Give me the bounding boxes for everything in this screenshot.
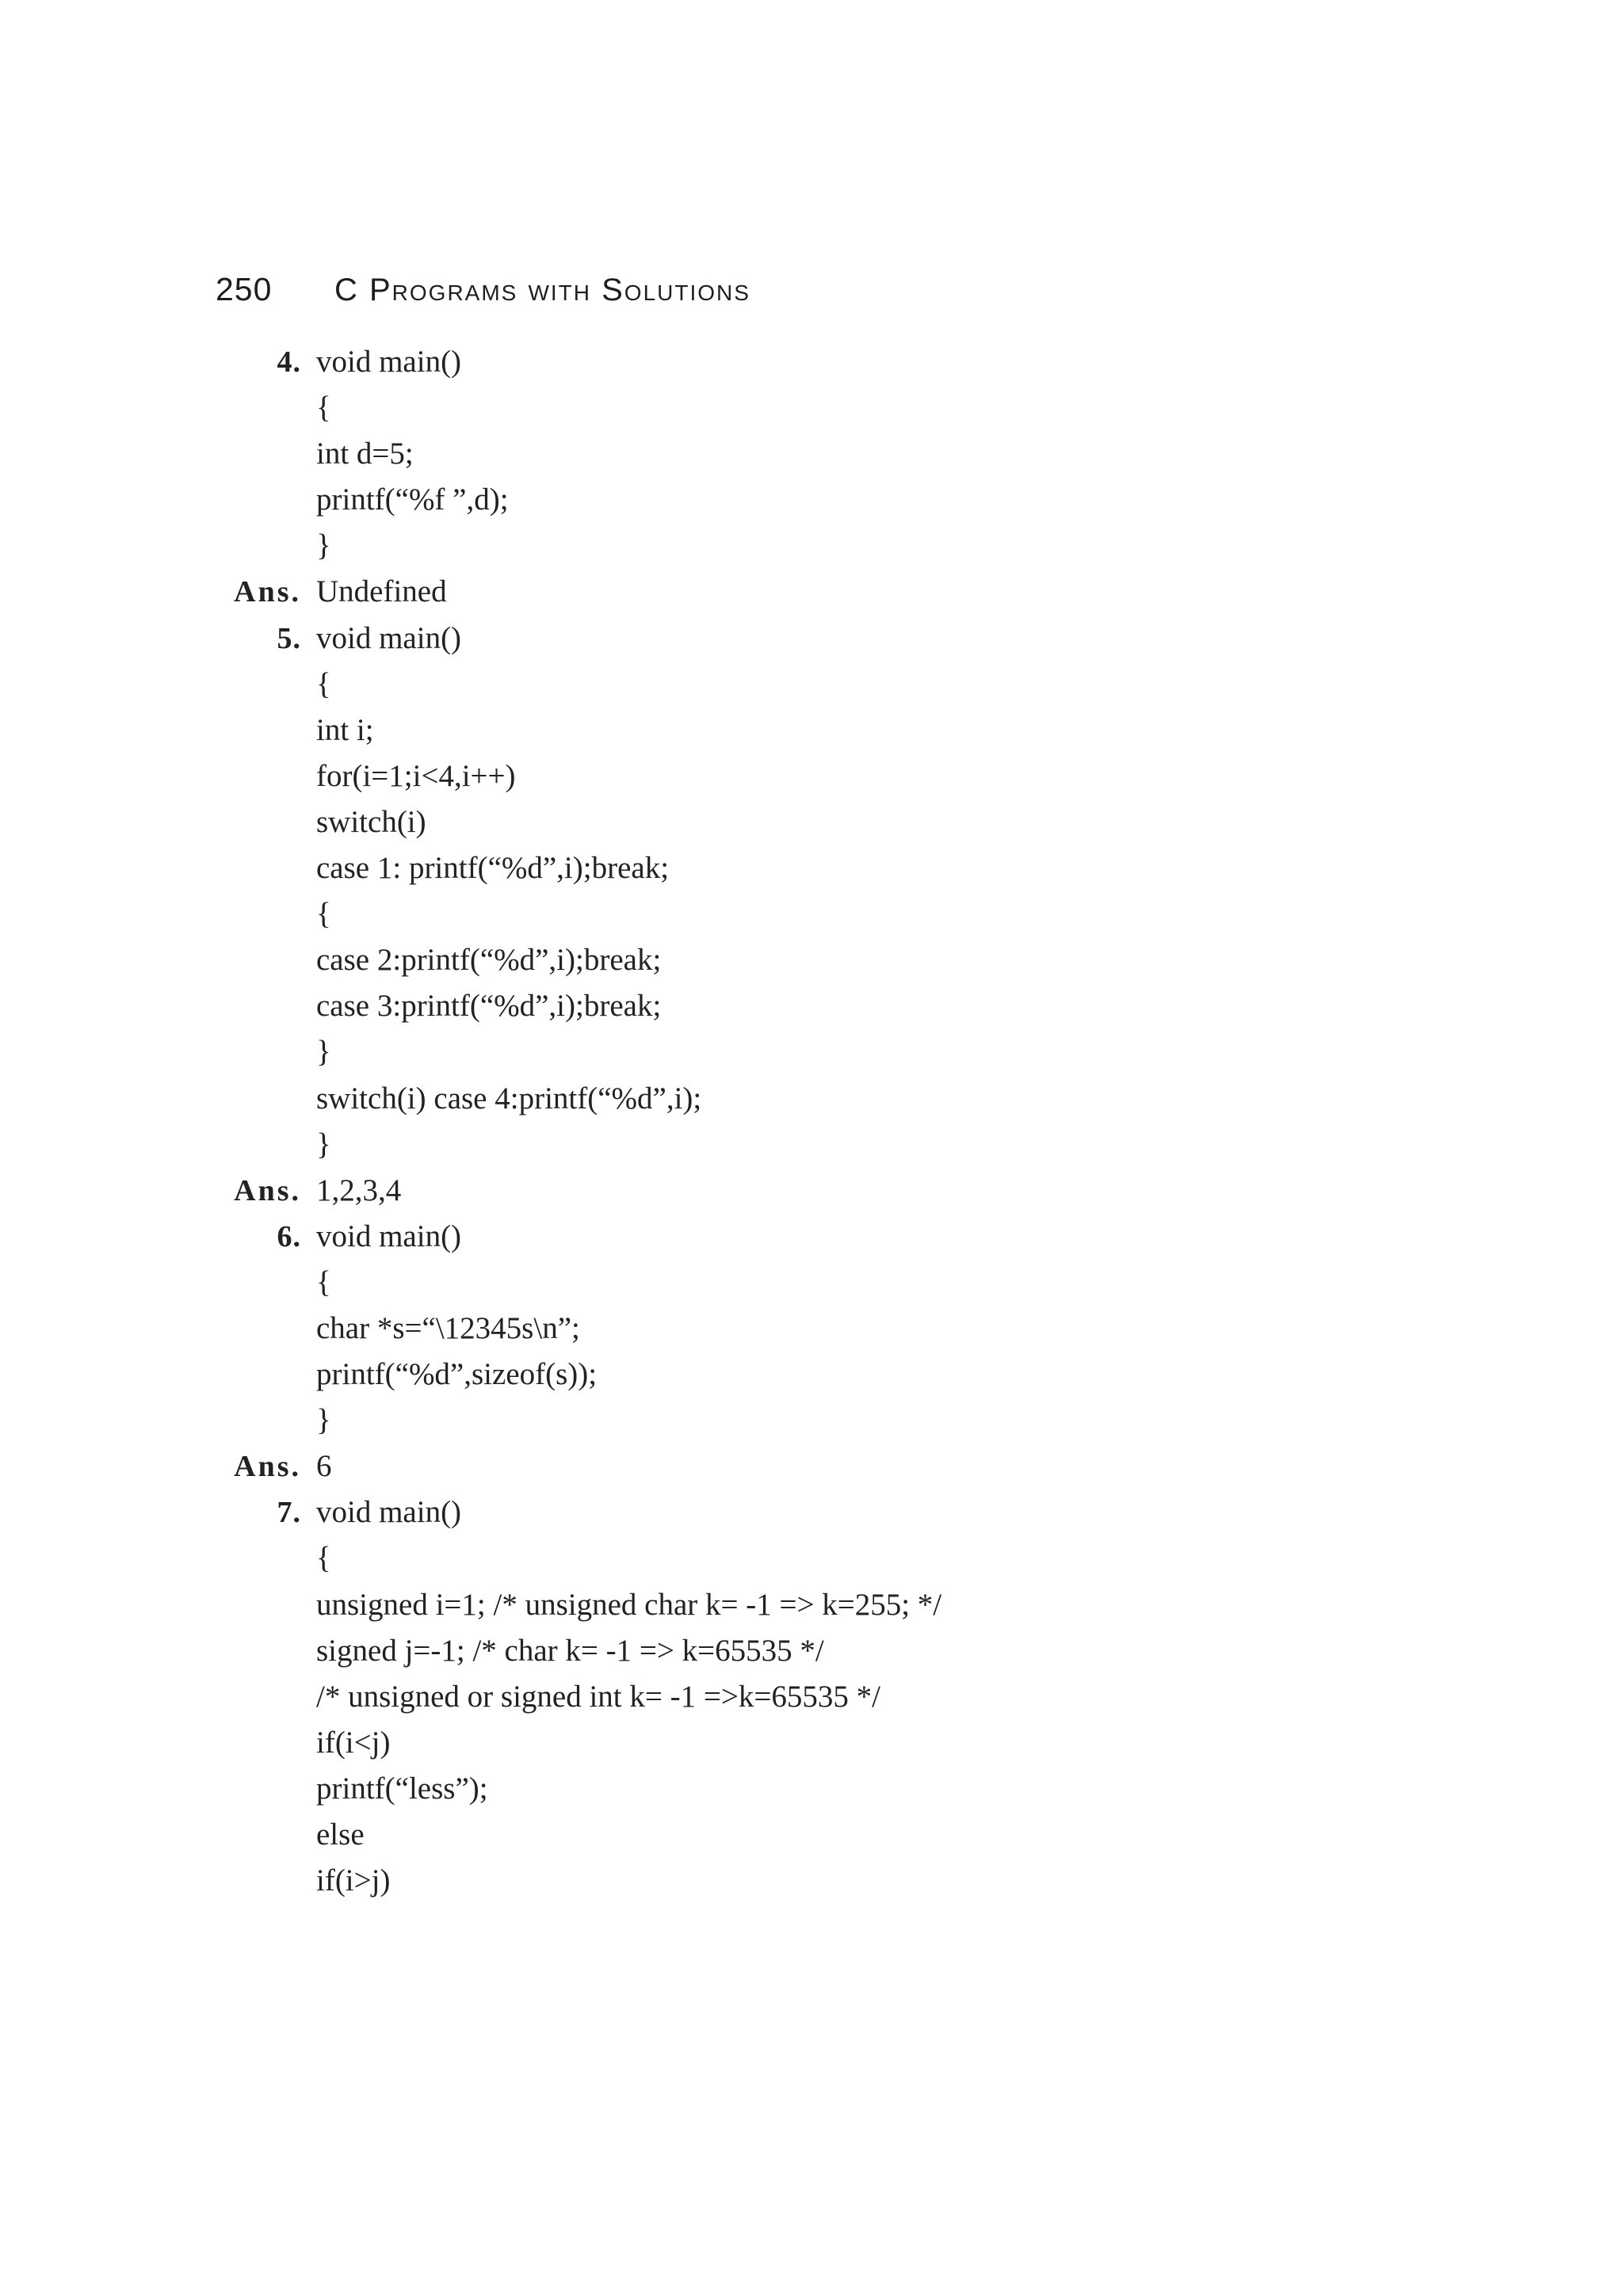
code-text: printf(“%f ”,d); <box>316 482 509 517</box>
code-text: case 2:printf(“%d”,i);break; <box>316 943 662 978</box>
code-text: void main() <box>316 1219 462 1253</box>
code-line <box>0 431 1623 477</box>
code-text: } <box>316 1127 331 1161</box>
answer-label: Ans. <box>234 1450 301 1484</box>
question-line <box>0 1489 1623 1535</box>
code-line <box>0 1029 1623 1075</box>
code-text: } <box>316 1035 331 1070</box>
code-text: /* unsigned or signed int k= -1 =>k=65535 */ <box>316 1679 880 1714</box>
code-text: { <box>316 666 331 701</box>
code-text: { <box>316 897 331 932</box>
code-text: } <box>316 528 331 563</box>
code-text: signed j=-1; /* char k= -1 => k=65535 */ <box>316 1633 824 1668</box>
code-text: unsigned i=1; /* unsigned char k= -1 => k=255; */ <box>316 1587 942 1622</box>
code-line <box>0 1306 1623 1352</box>
code-text: void main() <box>316 345 462 379</box>
code-text: { <box>316 1264 331 1299</box>
code-line <box>0 662 1623 707</box>
question-number: 5. <box>277 621 301 655</box>
question-line <box>0 616 1623 662</box>
answer-label: Ans. <box>234 575 301 609</box>
question-line <box>0 339 1623 385</box>
code-text: { <box>316 391 331 425</box>
code-text: if(i<j) <box>316 1725 391 1760</box>
code-line <box>0 799 1623 845</box>
code-text: int d=5; <box>316 437 414 471</box>
code-line <box>0 1674 1623 1720</box>
question-number: 6. <box>277 1219 301 1253</box>
code-line <box>0 1766 1623 1812</box>
code-text: for(i=1;i<4,i++) <box>316 758 516 793</box>
code-text: printf(“%d”,sizeof(s)); <box>316 1357 598 1392</box>
code-line <box>0 983 1623 1029</box>
code-line <box>0 707 1623 753</box>
code-text: void main() <box>316 1495 462 1530</box>
code-text: void main() <box>316 620 462 655</box>
page-number: 250 <box>216 271 273 307</box>
code-line <box>0 1720 1623 1766</box>
code-line <box>0 845 1623 891</box>
question-line <box>0 1214 1623 1260</box>
answer-text: Undefined <box>316 574 447 609</box>
code-text: if(i>j) <box>316 1863 391 1898</box>
answer-text: 1,2,3,4 <box>316 1173 402 1207</box>
code-line <box>0 1352 1623 1398</box>
answer-line <box>0 569 1623 615</box>
code-line <box>0 1628 1623 1674</box>
code-text: int i; <box>316 712 374 747</box>
answer-text: 6 <box>316 1449 332 1484</box>
code-line <box>0 937 1623 983</box>
answer-line <box>0 1444 1623 1489</box>
answer-label: Ans. <box>234 1173 301 1207</box>
code-line <box>0 1858 1623 1904</box>
code-line <box>0 523 1623 569</box>
code-text: switch(i) <box>316 804 426 839</box>
page-header <box>216 271 750 318</box>
code-line <box>0 891 1623 937</box>
code-text: char *s=“\12345s\n”; <box>316 1310 580 1345</box>
code-line <box>0 1535 1623 1581</box>
code-text: case 3:printf(“%d”,i);break; <box>316 989 662 1024</box>
code-text: { <box>316 1541 331 1576</box>
code-line <box>0 753 1623 799</box>
code-line <box>0 1122 1623 1168</box>
question-number: 7. <box>277 1496 301 1530</box>
code-text: switch(i) case 4:printf(“%d”,i); <box>316 1081 702 1116</box>
code-line <box>0 1260 1623 1306</box>
code-line <box>0 385 1623 431</box>
page-content <box>0 339 1623 1904</box>
code-text: printf(“less”); <box>316 1771 488 1806</box>
code-line <box>0 1812 1623 1858</box>
answer-line <box>0 1168 1623 1214</box>
code-line <box>0 477 1623 523</box>
running-title: C Programs with Solutions <box>334 273 750 307</box>
code-text: } <box>316 1403 331 1438</box>
code-line <box>0 1582 1623 1628</box>
code-text: case 1: printf(“%d”,i);break; <box>316 851 670 886</box>
code-line <box>0 1076 1623 1122</box>
question-number: 4. <box>277 345 301 379</box>
code-line <box>0 1398 1623 1444</box>
code-text: else <box>316 1817 365 1852</box>
